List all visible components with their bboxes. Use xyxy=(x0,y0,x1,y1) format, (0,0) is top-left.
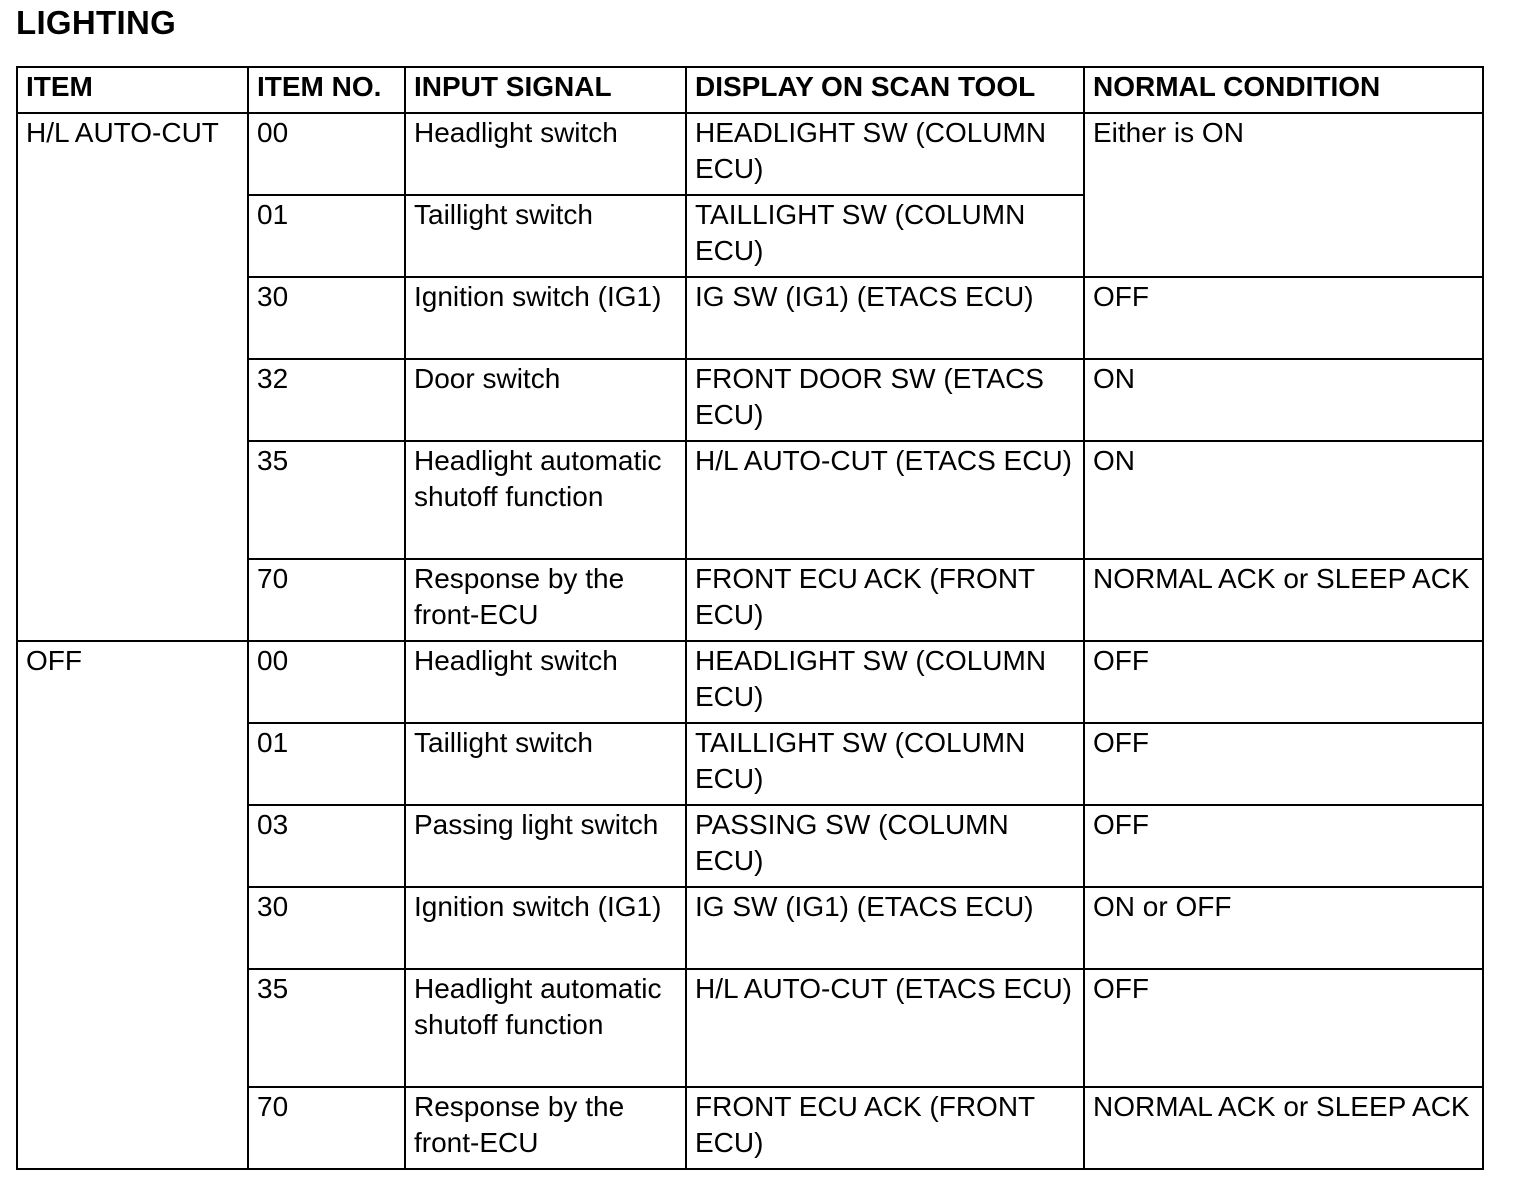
normal-condition-cell: NORMAL ACK or SLEEP ACK xyxy=(1084,559,1483,641)
display-cell: PASSING SW (COLUMN ECU) xyxy=(686,805,1084,887)
normal-condition-cell: OFF xyxy=(1084,723,1483,805)
input-signal-cell: Taillight switch xyxy=(405,723,686,805)
input-signal-cell: Ignition switch (IG1) xyxy=(405,887,686,969)
input-signal-cell: Taillight switch xyxy=(405,195,686,277)
display-cell: FRONT ECU ACK (FRONT ECU) xyxy=(686,1087,1084,1169)
display-cell: FRONT DOOR SW (ETACS ECU) xyxy=(686,359,1084,441)
item-no-cell: 00 xyxy=(248,641,405,723)
input-signal-cell: Response by the front-ECU xyxy=(405,1087,686,1169)
normal-condition-cell: OFF xyxy=(1084,277,1483,359)
input-signal-cell: Headlight switch xyxy=(405,641,686,723)
display-cell: HEADLIGHT SW (COLUMN ECU) xyxy=(686,641,1084,723)
input-signal-cell: Headlight automatic shutoff function xyxy=(405,441,686,559)
input-signal-cell: Response by the front-ECU xyxy=(405,559,686,641)
normal-condition-cell: OFF xyxy=(1084,969,1483,1087)
display-cell: IG SW (IG1) (ETACS ECU) xyxy=(686,887,1084,969)
header-item-no: ITEM NO. xyxy=(248,67,405,113)
header-input-signal: INPUT SIGNAL xyxy=(405,67,686,113)
display-cell: H/L AUTO-CUT (ETACS ECU) xyxy=(686,969,1084,1087)
normal-condition-cell: NORMAL ACK or SLEEP ACK xyxy=(1084,1087,1483,1169)
normal-condition-cell: ON or OFF xyxy=(1084,887,1483,969)
page-title: LIGHTING xyxy=(16,4,177,41)
display-cell: HEADLIGHT SW (COLUMN ECU) xyxy=(686,113,1084,195)
item-no-cell: 30 xyxy=(248,277,405,359)
item-no-cell: 01 xyxy=(248,723,405,805)
header-display-on-scan-tool: DISPLAY ON SCAN TOOL xyxy=(686,67,1084,113)
normal-condition-cell: ON xyxy=(1084,441,1483,559)
normal-condition-cell: OFF xyxy=(1084,805,1483,887)
item-no-cell: 70 xyxy=(248,559,405,641)
normal-condition-cell: OFF xyxy=(1084,641,1483,723)
item-no-cell: 32 xyxy=(248,359,405,441)
display-cell: H/L AUTO-CUT (ETACS ECU) xyxy=(686,441,1084,559)
display-cell: TAILLIGHT SW (COLUMN ECU) xyxy=(686,195,1084,277)
normal-condition-cell: ON xyxy=(1084,359,1483,441)
input-signal-cell: Door switch xyxy=(405,359,686,441)
table-row xyxy=(17,113,1483,195)
input-signal-cell: Passing light switch xyxy=(405,805,686,887)
input-signal-cell: Headlight switch xyxy=(405,113,686,195)
item-no-cell: 35 xyxy=(248,441,405,559)
header-item: ITEM xyxy=(17,67,248,113)
item-cell: OFF xyxy=(17,641,248,1169)
item-no-cell: 00 xyxy=(248,113,405,195)
display-cell: IG SW (IG1) (ETACS ECU) xyxy=(686,277,1084,359)
header-row xyxy=(17,67,1483,113)
lighting-table xyxy=(16,66,1484,1170)
table-row xyxy=(17,641,1483,723)
item-no-cell: 35 xyxy=(248,969,405,1087)
item-no-cell: 01 xyxy=(248,195,405,277)
item-no-cell: 03 xyxy=(248,805,405,887)
input-signal-cell: Ignition switch (IG1) xyxy=(405,277,686,359)
header-normal-condition: NORMAL CONDITION xyxy=(1084,67,1483,113)
input-signal-cell: Headlight automatic shutoff function xyxy=(405,969,686,1087)
item-no-cell: 30 xyxy=(248,887,405,969)
item-no-cell: 70 xyxy=(248,1087,405,1169)
display-cell: TAILLIGHT SW (COLUMN ECU) xyxy=(686,723,1084,805)
item-cell: H/L AUTO-CUT xyxy=(17,113,248,641)
display-cell: FRONT ECU ACK (FRONT ECU) xyxy=(686,559,1084,641)
normal-condition-cell: Either is ON xyxy=(1084,113,1483,277)
